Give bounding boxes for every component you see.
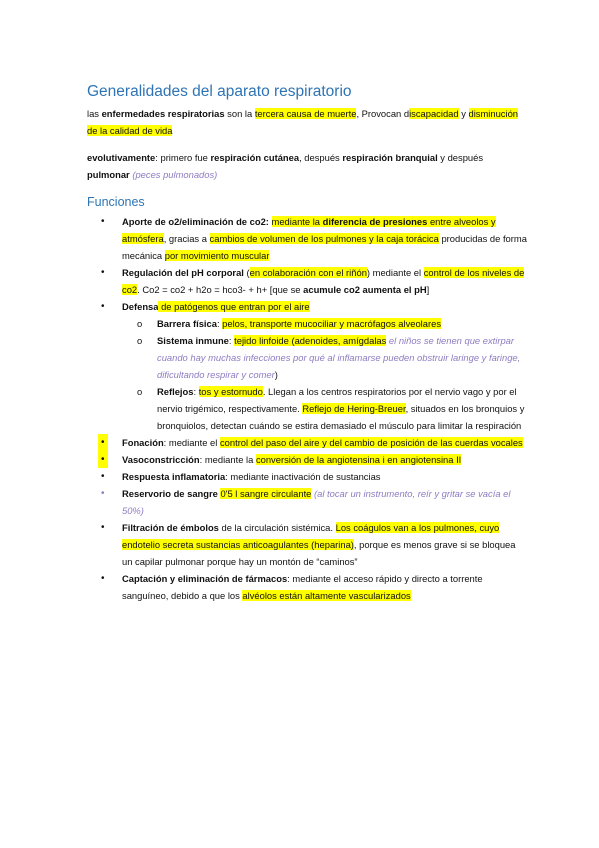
sublist-item-reflejos xyxy=(122,383,527,434)
item-highlight: mediante la xyxy=(271,216,323,227)
item-text: : mediante la xyxy=(199,454,256,465)
evol-bold-term: evolutivamente xyxy=(87,152,156,163)
evol-bold-term: respiración cutánea xyxy=(210,152,300,163)
evol-bold-term: pulmonar xyxy=(87,169,130,180)
evol-text: y después xyxy=(437,152,484,163)
evol-bold-term: respiración branquial xyxy=(342,152,438,163)
circle-bullet-icon: o xyxy=(137,386,143,397)
item-highlight: alvéolos están altamente vascularizados xyxy=(242,590,411,601)
item-text: : mediante el xyxy=(163,437,220,448)
list-item-reservorio xyxy=(87,485,527,519)
item-bold: acumule co2 aumenta el pH xyxy=(303,284,427,295)
subitem-text: . Llegan a los centros respiratorios por el nervio vago y por el nervio trigémico, respectivamente. xyxy=(157,386,517,414)
intro-text: y xyxy=(458,108,469,119)
subitem-text: ) xyxy=(274,369,278,380)
subitem-note: el niños se tienen que extirpar cuando hay muchas infecciones por qué al inflamarse pueden obstruir laringe y faringe, dificultando respirar y comer xyxy=(157,335,521,380)
list-item-respuesta xyxy=(87,468,527,485)
bullet-icon: • xyxy=(101,522,105,533)
item-text: , porque es menos grave si se bloquea un capilar pulmonar porque hay un montón de “caminos” xyxy=(122,539,516,567)
bullet-icon: • xyxy=(101,488,105,499)
sublist-item-sistema xyxy=(122,332,527,383)
intro-highlight: iscapacidad xyxy=(409,108,459,119)
item-title: Filtración de émbolos xyxy=(122,522,219,533)
intro-highlight: disminución de la calidad de vida xyxy=(87,108,519,136)
subitem-highlight: tejido linfoide (adenoides, amígdalas xyxy=(234,335,387,346)
list-item-ph xyxy=(87,264,527,298)
item-highlight-bold: diferencia de presiones xyxy=(322,216,428,227)
item-text: de la circulación sistémica. xyxy=(218,522,336,533)
item-title: Fonación xyxy=(122,437,164,448)
bullet-icon: • xyxy=(101,267,105,278)
item-highlight: control de los niveles de co2 xyxy=(122,267,525,295)
evol-note: (peces pulmonados) xyxy=(132,169,218,180)
subitem-title: Reflejos xyxy=(157,386,194,397)
sublist-item-barrera xyxy=(122,315,527,332)
item-highlight: Los coágulos van a los pulmones, cuyo endotelio secreta sustancias anticoagulantes (heparina) xyxy=(122,522,500,550)
item-highlight: cambios de volumen de los pulmones y la caja torácica xyxy=(209,233,439,244)
item-text: . Co2 = co2 + h2o = hco3- + h+ [que se xyxy=(137,284,304,295)
item-highlight: entre alveolos y atmósfera xyxy=(122,216,496,244)
item-text: ) mediante el xyxy=(366,267,424,278)
item-highlight: por movimiento muscular xyxy=(164,250,270,261)
item-title: Aporte de o2/eliminación de co2 xyxy=(122,216,266,227)
item-text: : mediante inactivación de sustancias xyxy=(225,471,381,482)
subitem-text: , situados en los bronquios y bronquiolos, detectan cuándo se estira demasiado el músculo para limitar la respiración xyxy=(157,403,525,431)
item-title: Regulación del pH corporal xyxy=(122,267,244,278)
list-item-captacion xyxy=(87,570,527,604)
item-text: ( xyxy=(243,267,250,278)
subitem-title: Barrera física xyxy=(157,318,217,329)
functions-list xyxy=(87,213,527,604)
item-title: Vasoconstricción xyxy=(122,454,200,465)
bullet-icon: • xyxy=(98,451,108,468)
item-note: (al tocar un instrumento, reír y gritar se vacía el 50%) xyxy=(122,488,511,516)
item-highlight: en colaboración con el riñón xyxy=(249,267,367,278)
subitem-highlight: Reflejo de Hering-Breuer xyxy=(302,403,406,414)
item-title: Reservorio de sangre xyxy=(122,488,218,499)
item-highlight: 0'5 l sangre circulante xyxy=(220,488,312,499)
evol-text: , después xyxy=(299,152,343,163)
item-highlight: conversión de la angiotensina i en angiotensina II xyxy=(255,454,462,465)
intro-text: son la xyxy=(224,108,255,119)
page-title: Generalidades del aparato respiratorio xyxy=(87,83,352,100)
document-content xyxy=(87,82,527,604)
bullet-icon: • xyxy=(101,471,105,482)
intro-text: , Provocan d xyxy=(356,108,410,119)
subitem-highlight: tos y estornudo xyxy=(198,386,263,397)
item-title: Defensa xyxy=(122,301,159,312)
subitem-text: : xyxy=(193,386,199,397)
circle-bullet-icon: o xyxy=(137,335,143,346)
bullet-icon: • xyxy=(101,216,105,227)
item-highlight: control del paso del aire y del cambio de posición de las cuerdas vocales xyxy=(219,437,523,448)
intro-text: las xyxy=(87,108,102,119)
subitem-highlight: pelos, transporte mucociliar y macrófagos alveolares xyxy=(222,318,442,329)
bullet-icon: • xyxy=(101,301,105,312)
list-item-aporte xyxy=(87,213,527,264)
evolution-paragraph xyxy=(87,149,527,183)
list-item-defensa xyxy=(87,298,527,434)
bullet-icon: • xyxy=(101,573,105,584)
intro-bold-term: enfermedades respiratorias xyxy=(101,108,225,119)
item-text: : xyxy=(265,216,272,227)
item-text: ] xyxy=(426,284,430,295)
defensa-sublist xyxy=(122,315,527,434)
item-title: Respuesta inflamatoria xyxy=(122,471,226,482)
evol-text: : primero fue xyxy=(155,152,211,163)
intro-highlight: tercera causa de muerte xyxy=(254,108,357,119)
subitem-text: : xyxy=(216,318,223,329)
section-heading-funciones: Funciones xyxy=(87,195,145,209)
subitem-title: Sistema inmune xyxy=(157,335,229,346)
subitem-text: : xyxy=(228,335,235,346)
item-text: producidas de forma mecánica xyxy=(122,233,527,261)
list-item-fonacion xyxy=(87,434,527,451)
list-item-vasoconstriccion xyxy=(87,451,527,468)
circle-bullet-icon: o xyxy=(137,318,143,329)
item-text: : mediante el acceso rápido y directo a torrente sanguíneo, debido a que los xyxy=(122,573,483,601)
list-item-filtracion xyxy=(87,519,527,570)
item-text: , gracias a xyxy=(163,233,210,244)
bullet-icon: • xyxy=(98,434,108,451)
item-highlight: de patógenos que entran por el aire xyxy=(158,301,310,312)
item-title: Captación y eliminación de fármacos xyxy=(122,573,288,584)
intro-paragraph xyxy=(87,105,527,139)
